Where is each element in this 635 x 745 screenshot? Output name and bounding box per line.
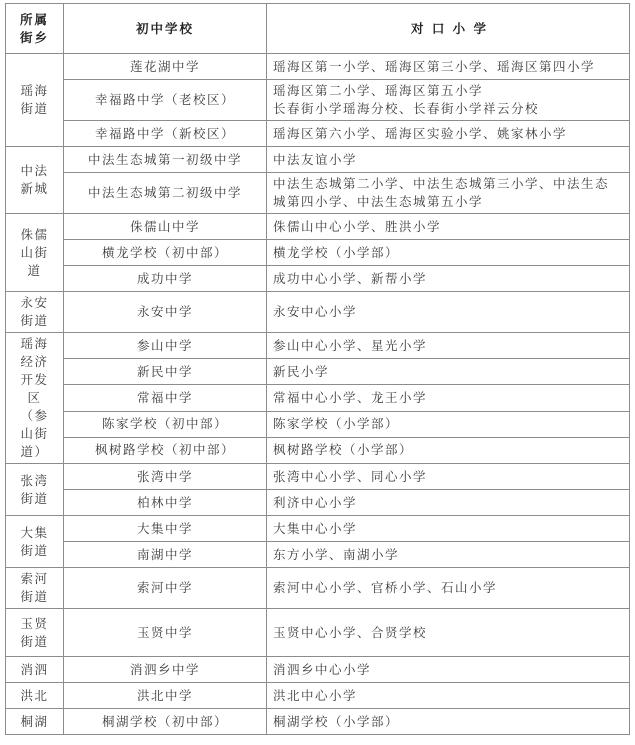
primary-school-line: 长春街小学瑶海分校、长春街小学祥云分校 <box>273 101 540 116</box>
middle-school-cell: 索河中学 <box>64 568 267 609</box>
primary-school-line: 东方小学、南湖小学 <box>273 546 400 562</box>
primary-school-cell <box>267 240 630 266</box>
middle-school-cell: 幸福路中学（老校区） <box>64 80 267 121</box>
primary-school-cell <box>267 411 630 437</box>
street-cell <box>6 568 64 609</box>
table-row <box>6 683 630 709</box>
primary-school-cell <box>267 709 630 735</box>
table-row <box>6 359 630 385</box>
primary-school-cell <box>267 657 630 683</box>
table-row <box>6 657 630 683</box>
middle-school-cell: 侏儒山中学 <box>64 214 267 240</box>
street-cell <box>6 516 64 568</box>
primary-school-line: 桐湖学校（小学部） <box>273 713 400 729</box>
street-cell <box>6 464 64 516</box>
middle-school-cell: 南湖中学 <box>64 542 267 568</box>
primary-school-line: 瑶海区第二小学、瑶海区第五小学 <box>273 83 484 98</box>
primary-school-cell <box>267 173 630 214</box>
street-cell <box>6 333 64 464</box>
primary-school-line: 大集中心小学 <box>273 520 358 536</box>
table-row <box>6 121 630 147</box>
primary-school-line: 枫树路学校（小学部） <box>273 442 414 458</box>
middle-school-cell: 新民中学 <box>64 359 267 385</box>
street-name: 侏儒山街道 <box>20 226 49 278</box>
primary-school-cell <box>267 609 630 657</box>
primary-school-line: 成功中心小学、新帮小学 <box>273 270 428 286</box>
primary-school-line: 常福中心小学、龙王小学 <box>273 389 428 405</box>
street-name: 索河街道 <box>20 571 49 604</box>
street-cell <box>6 683 64 709</box>
header-row <box>6 4 630 54</box>
middle-school-cell: 横龙学校（初中部） <box>64 240 267 266</box>
middle-school-cell: 常福中学 <box>64 385 267 411</box>
primary-school-line: 新民小学 <box>273 363 330 379</box>
primary-school-cell <box>267 359 630 385</box>
primary-school-cell <box>267 437 630 463</box>
street-cell <box>6 657 64 683</box>
street-cell <box>6 54 64 147</box>
middle-school-cell: 张湾中学 <box>64 464 267 490</box>
primary-school-cell <box>267 292 630 333</box>
street-name: 大集街道 <box>20 524 49 558</box>
table-row <box>6 437 630 463</box>
table-row <box>6 80 630 121</box>
header-middle-school: 初中学校 <box>64 4 267 54</box>
middle-school-cell: 柏林中学 <box>64 490 267 516</box>
primary-school-cell <box>267 490 630 516</box>
primary-school-line: 玉贤中心小学、合贤学校 <box>273 624 428 640</box>
primary-school-line: 永安中心小学 <box>273 304 358 319</box>
table-row <box>6 173 630 214</box>
street-cell <box>6 609 64 657</box>
table-row <box>6 709 630 735</box>
primary-school-line: 侏儒山中心小学、胜洪小学 <box>273 218 442 234</box>
primary-school-line: 消泗乡中心小学 <box>273 661 372 677</box>
primary-school-line: 索河中心小学、官桥小学、石山小学 <box>273 580 498 595</box>
table-row <box>6 54 630 80</box>
primary-school-cell <box>267 54 630 80</box>
street-name: 中法新城 <box>20 163 49 196</box>
street-name: 张湾街道 <box>20 472 49 506</box>
street-cell <box>6 147 64 214</box>
primary-school-line: 中法友谊小学 <box>273 151 358 167</box>
table-row <box>6 147 630 173</box>
primary-school-cell <box>267 333 630 359</box>
middle-school-cell: 莲花湖中学 <box>64 54 267 80</box>
middle-school-cell: 大集中学 <box>64 516 267 542</box>
primary-school-line: 横龙学校（小学部） <box>273 244 400 260</box>
table-row <box>6 411 630 437</box>
street-name: 桐湖 <box>20 713 49 729</box>
street-name: 瑶海经济开发区（参山街道） <box>20 336 49 459</box>
primary-school-cell <box>267 464 630 490</box>
middle-school-cell: 消泗乡中学 <box>64 657 267 683</box>
street-name: 洪北 <box>20 687 49 703</box>
street-name: 玉贤街道 <box>20 615 49 649</box>
school-match-table-container <box>5 3 630 735</box>
middle-school-cell: 玉贤中学 <box>64 609 267 657</box>
primary-school-cell <box>267 266 630 292</box>
table-row <box>6 240 630 266</box>
primary-school-line: 瑶海区第六小学、瑶海区实验小学、姚家林小学 <box>273 125 568 141</box>
middle-school-cell: 参山中学 <box>64 333 267 359</box>
primary-school-line: 瑶海区第一小学、瑶海区第三小学、瑶海区第四小学 <box>273 58 596 74</box>
primary-school-line: 中法生态城第二小学、中法生态城第三小学、中法生态 <box>273 176 610 191</box>
middle-school-cell: 桐湖学校（初中部） <box>64 709 267 735</box>
school-match-table <box>5 3 630 735</box>
table-row <box>6 609 630 657</box>
street-name: 永安街道 <box>20 295 49 328</box>
primary-school-cell <box>267 214 630 240</box>
table-row <box>6 214 630 240</box>
primary-school-line: 利济中心小学 <box>273 494 358 510</box>
primary-school-line: 参山中心小学、星光小学 <box>273 337 428 353</box>
primary-school-cell <box>267 542 630 568</box>
primary-school-line: 洪北中心小学 <box>273 687 358 703</box>
middle-school-cell: 中法生态城第二初级中学 <box>64 173 267 214</box>
primary-school-line: 张湾中心小学、同心小学 <box>273 468 428 484</box>
table-header <box>6 4 630 54</box>
table-row <box>6 333 630 359</box>
header-street: 所属街乡 <box>6 4 64 54</box>
primary-school-cell <box>267 516 630 542</box>
middle-school-cell: 枫树路学校（初中部） <box>64 437 267 463</box>
table-body <box>6 54 630 735</box>
middle-school-cell: 洪北中学 <box>64 683 267 709</box>
table-row <box>6 292 630 333</box>
middle-school-cell: 永安中学 <box>64 292 267 333</box>
middle-school-cell: 成功中学 <box>64 266 267 292</box>
primary-school-line: 城第四小学、中法生态城第五小学 <box>273 194 484 209</box>
street-name: 消泗 <box>20 661 49 677</box>
primary-school-cell <box>267 80 630 121</box>
primary-school-cell <box>267 385 630 411</box>
table-row <box>6 516 630 542</box>
middle-school-cell: 幸福路中学（新校区） <box>64 121 267 147</box>
table-row <box>6 568 630 609</box>
table-row <box>6 490 630 516</box>
primary-school-cell <box>267 568 630 609</box>
table-row <box>6 542 630 568</box>
table-row <box>6 464 630 490</box>
table-row <box>6 266 630 292</box>
middle-school-cell: 陈家学校（初中部） <box>64 411 267 437</box>
street-cell <box>6 709 64 735</box>
primary-school-cell <box>267 147 630 173</box>
primary-school-line: 陈家学校（小学部） <box>273 416 400 432</box>
street-cell <box>6 214 64 292</box>
header-primary-school: 对 口 小 学 <box>267 4 630 54</box>
primary-school-cell <box>267 121 630 147</box>
table-row <box>6 385 630 411</box>
primary-school-cell <box>267 683 630 709</box>
street-cell <box>6 292 64 333</box>
middle-school-cell: 中法生态城第一初级中学 <box>64 147 267 173</box>
street-name: 瑶海街道 <box>20 83 49 116</box>
